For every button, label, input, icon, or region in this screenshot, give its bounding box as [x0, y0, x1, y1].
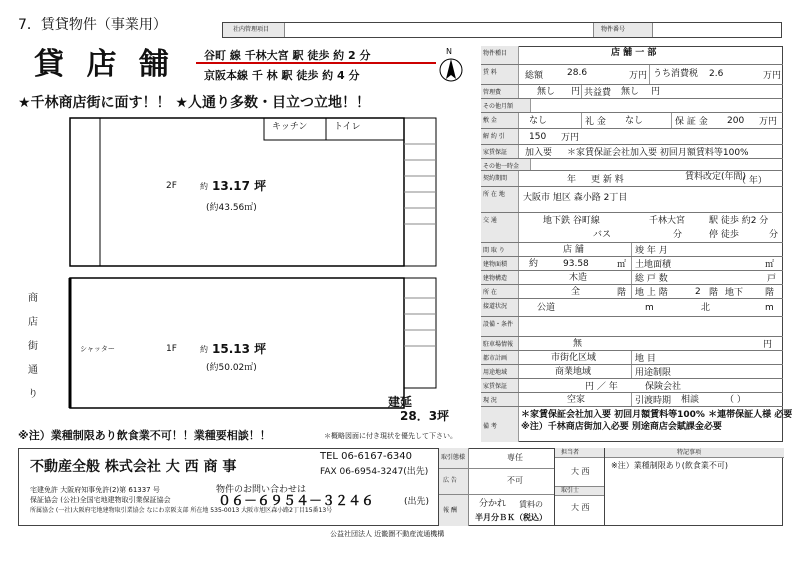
spec-row-floor-area: 建物面積 約 93.58 ㎡ 土地面積 ㎡	[481, 256, 783, 270]
company-name: 不動産全般 株式会社 大 西 商 事	[30, 459, 237, 475]
special-box: 特記事項 ※注）業種制限あり(飲食業不可)	[604, 448, 783, 526]
spec-row-other: その他月額	[481, 98, 783, 112]
spec-row-cancel: 解 約 引 150 万円	[481, 128, 783, 144]
property-type: 店 舗 一 部	[611, 48, 657, 58]
spec-row-zone: 用途地域 商業地域 用途制限	[481, 364, 783, 378]
floor-1f-label: 1F	[166, 344, 177, 354]
spec-row-location: 所 在 全 階 地 上 階 2 階 地下 階	[481, 284, 783, 298]
spec-row-transport: 交 通 地下鉄 谷町線 千林大宮 駅 徒歩 約2 分 バス 分 停 徒歩 分	[481, 212, 783, 242]
spec-row-deposit: 敷 金 なし 礼 金 なし 保 証 金 200 万円	[481, 112, 783, 128]
spec-row-cityplan: 都市計画 市街化区域 地 目	[481, 350, 783, 364]
floor-1f-sqm: (約50.02㎡)	[206, 363, 257, 373]
access-line-2: 京阪本線 千 林 駅 徒歩 約 4 分	[204, 69, 360, 82]
license-2: 保証協会 (公社)全国宅地建物取引業保証協会	[30, 496, 171, 504]
shutter-label: シャッター	[80, 345, 115, 353]
floorplan-note: ※注）業種制限あり飲食業不可！！業種要相談！！	[18, 429, 271, 442]
fax: FAX 06-6954-3247(出先)	[320, 467, 429, 477]
spec-row-status: 現 況 空家 引渡時期 相談 （ ）	[481, 392, 783, 406]
address-value: 大阪市 旭区 森小路 2丁目	[523, 193, 628, 203]
spec-row-parking: 駐車場情報 無 円	[481, 336, 783, 350]
license-1: 宅建免許 大阪府知事免許(2)第 61337 号	[30, 486, 160, 494]
spec-row-remarks: 備 考 ＊家賃保証会社加入要 初回月額賃料等100% ＊連帯保証人様 必要 ※注）千林商店街加入必要 別途商店会賦課金必要	[481, 406, 783, 442]
inquiry-suffix: (出先)	[404, 497, 430, 507]
spec-row-reward: 家賃保証 円 ／ 年 保険会社	[481, 378, 783, 392]
kitchen-label: キッチン	[272, 122, 308, 132]
license-3: 所属協会 (一社)大阪府宅地建物取引業協会 なにわ京阪支部 所在地 535-0013 大阪市旭区森小路2丁目15番13号	[30, 507, 333, 514]
spec-row-conditions: 設備・条件	[481, 316, 783, 336]
tel: TEL 06-6167-6340	[320, 451, 413, 462]
agent-box: 担当者 大 西 取引士 大 西	[554, 448, 604, 526]
north-arrow-icon: N	[438, 48, 464, 84]
tax-value: 2.6	[709, 69, 724, 79]
spec-row-insurance: 家賃保証 加入要 ＊家賃保証会社加入要 初回月額賃料等100%	[481, 144, 783, 158]
section-title: 7．賃貸物件（事業用）	[18, 17, 167, 33]
transaction-box: 取引態様 専任 広 告 不可 報 酬 分かれ 賃料の 半月分ＢＫ（税込）	[438, 448, 554, 526]
inquiry-phone: ０６－６９５４－３２４６	[218, 494, 375, 509]
spec-row-other-once: その他一時金	[481, 158, 783, 170]
floor-2f-area-prefix: 約	[200, 182, 208, 191]
banner-title: 貸 店 舗	[34, 47, 175, 82]
toilet-label: トイレ	[334, 122, 361, 132]
floor-1f-area: 15.13 坪	[212, 342, 267, 356]
floor-2f-label: 2F	[166, 181, 177, 191]
spec-row-name: 物件種目 店 舗 一 部	[481, 46, 783, 64]
banner-title-box	[18, 46, 194, 86]
header-box	[222, 22, 782, 38]
catchcopy: ★千林商店街に面す！！ ★人通り多数・目立つ立地！！	[18, 95, 370, 111]
floorplan-disclaimer: ＊概略図面に付き現状を優先して下さい。	[324, 432, 457, 440]
floor-1f-area-prefix: 約	[200, 345, 208, 354]
spec-row-mgmt: 管理費 無し 円 共益費 無し 円	[481, 84, 783, 98]
spec-row-structure: 建物構造 木造 総 戸 数 戸	[481, 270, 783, 284]
floorplan-drawing	[66, 114, 466, 424]
mgmt-no-label: 社内管理項目	[233, 26, 270, 33]
inquiry-label: 物件のお問い合わせは	[216, 485, 307, 495]
floor-2f-sqm: (約43.56㎡)	[206, 203, 257, 213]
spec-row-address: 所 在 地 大阪市 旭区 森小路 2丁目	[481, 186, 783, 212]
total-area-label: 建延	[388, 395, 413, 409]
total-area-value: 28．3坪	[400, 409, 450, 423]
spec-row-rent: 賃 料 総額 28.6 万円 うち消費税 2.6 万円	[481, 64, 783, 84]
rent-value: 28.6	[567, 68, 588, 78]
spec-row-layout: 間 取 り 店 舗 竣 年 月	[481, 242, 783, 256]
floor-2f-area: 13.17 坪	[212, 179, 267, 193]
spec-row-road: 接道状況 公道 m 北 m	[481, 298, 783, 316]
association: 公益社団法人 近畿圏不動産流通機構	[330, 530, 445, 538]
property-no-label: 物件番号	[601, 26, 626, 33]
access-line-1: 谷町 線 千林大宮 駅 徒歩 約 2 分	[196, 46, 436, 64]
spec-row-contract: 契約期間 年 更 新 料 賃料改定(年間) （ 年）	[481, 170, 783, 186]
